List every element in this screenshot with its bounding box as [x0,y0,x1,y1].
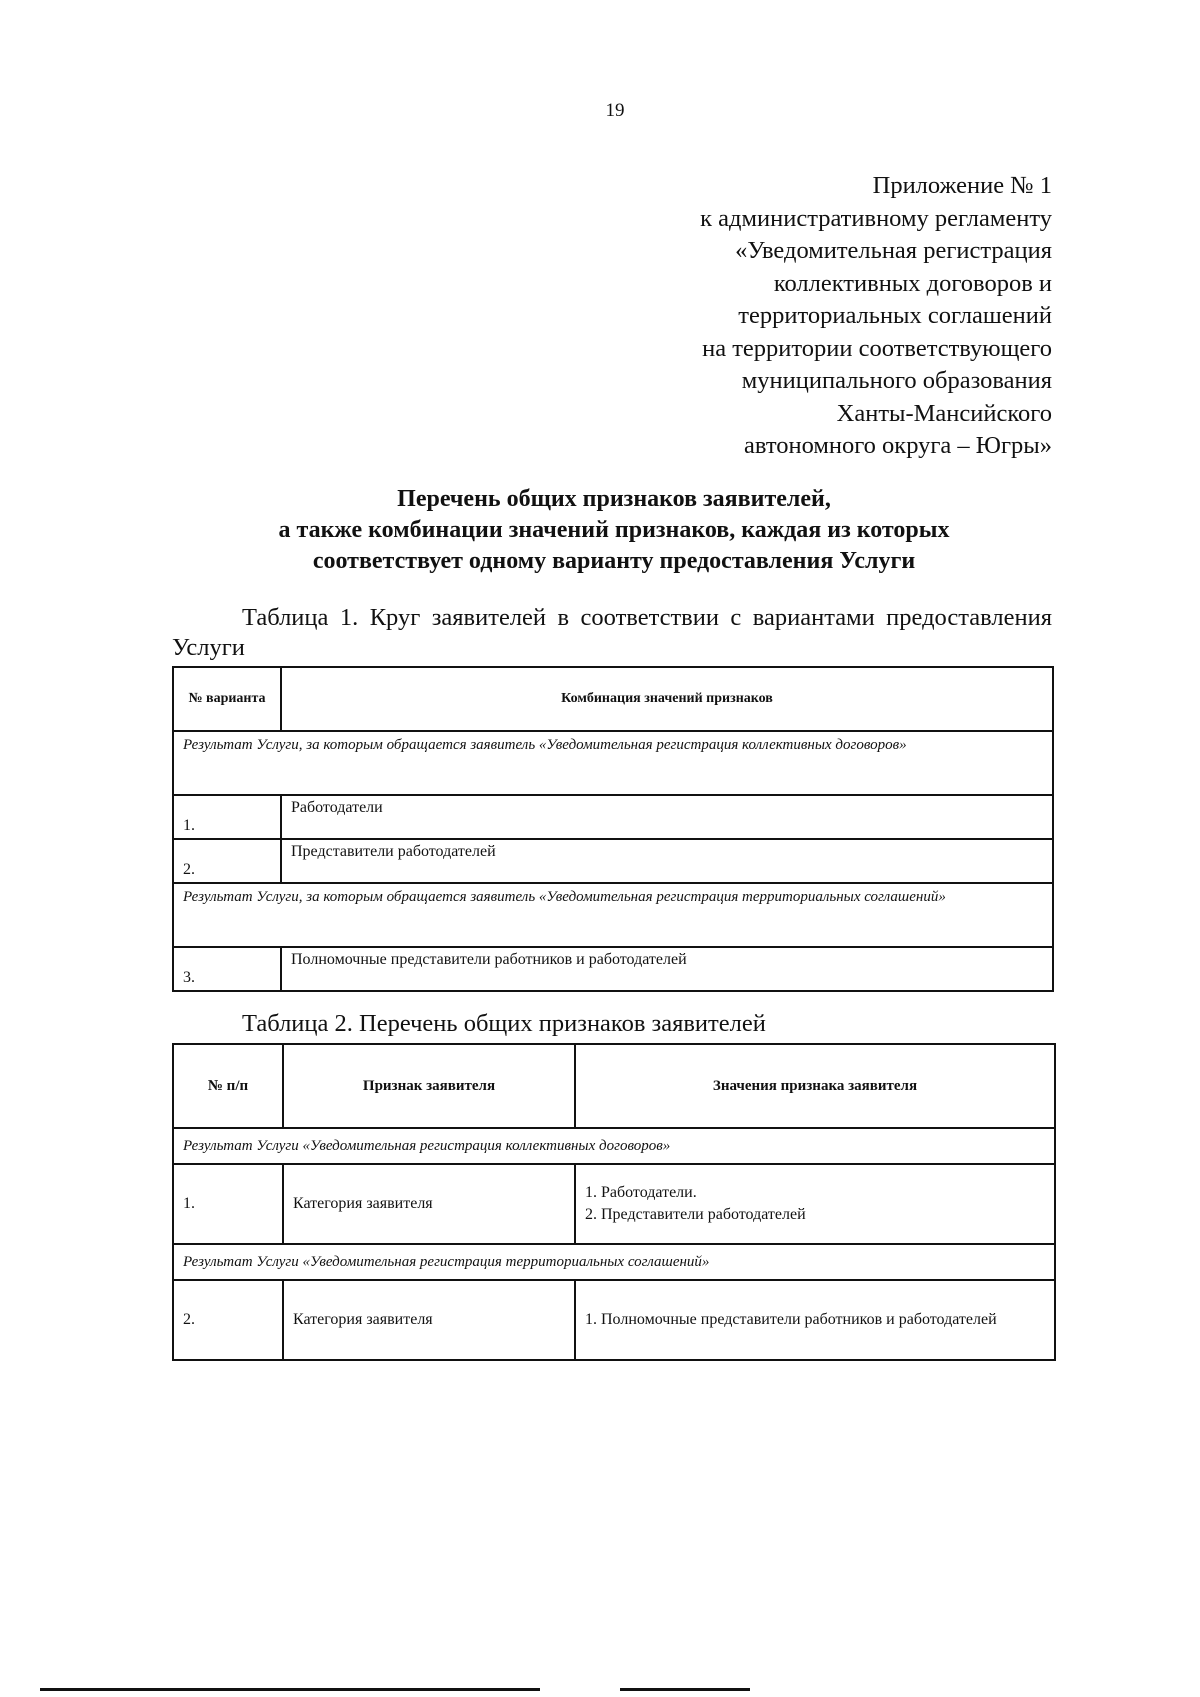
variant-value: Работодатели [281,795,1053,839]
bottom-rule [620,1688,750,1691]
table2-group-title: Результат Услуги «Уведомительная регистрация территориальных соглашений» [173,1244,1055,1280]
applicant-feature: Категория заявителя [283,1164,575,1244]
table1-group-row [173,731,1053,795]
table2-group-row [173,1244,1055,1280]
document-title [170,484,1058,577]
table-row [173,839,1053,883]
appendix-line: коллективных договоров и [773,269,1052,297]
appendix-header [492,170,1052,463]
table2 [172,1043,1056,1361]
table1-group-row [173,883,1053,947]
applicant-feature: Категория заявителя [283,1280,575,1360]
table1 [172,666,1054,992]
appendix-line: Приложение № 1 [872,172,1052,199]
table-row [173,795,1053,839]
row-number: 2. [173,1280,283,1360]
feature-values [575,1164,1055,1244]
table2-header-row [173,1044,1055,1128]
variant-value: Представители работодателей [281,839,1053,883]
feature-value: 1. Полномочные представители работников и работодателей [585,1311,997,1328]
table2-header-feature: Признак заявителя [283,1044,575,1128]
feature-value: 2. Представители работодателей [585,1206,806,1223]
variant-number: 1. [173,795,281,839]
bottom-rule [40,1688,540,1691]
page-number: 19 [605,100,625,121]
feature-value: 1. Работодатели. [585,1184,697,1201]
table2-caption: Таблица 2. Перечень общих признаков заявителей [242,1010,766,1037]
table1-caption: Таблица 1. Круг заявителей в соответствии с вариантами предоставления Услуги [172,604,1052,661]
table-row [173,947,1053,991]
table1-header-num: № варианта [173,667,281,731]
title-line: а также комбинации значений признаков, каждая из которых [278,517,950,543]
appendix-line: «Уведомительная регистрация [735,237,1052,264]
row-number: 1. [173,1164,283,1244]
table-row [173,1164,1055,1244]
appendix-line: Ханты-Мансийского [836,399,1052,427]
appendix-line: автономного округа – Югры» [744,432,1052,459]
table2-group-title: Результат Услуги «Уведомительная регистрация коллективных договоров» [173,1128,1055,1164]
variant-number: 3. [173,947,281,991]
variant-value: Полномочные представители работников и работодателей [281,947,1053,991]
table1-group-title: Результат Услуги, за которым обращается заявитель «Уведомительная регистрация коллективных договоров» [173,731,1053,795]
table1-header-combination: Комбинация значений признаков [281,667,1053,731]
variant-number: 2. [173,839,281,883]
table1-header-row [173,667,1053,731]
table1-group-title: Результат Услуги, за которым обращается заявитель «Уведомительная регистрация территориальных соглашений» [173,883,1053,947]
table-row [173,1280,1055,1360]
title-line: Перечень общих признаков заявителей, [397,486,831,512]
appendix-line: на территории соответствующего [702,334,1052,362]
table2-header-values: Значения признака заявителя [575,1044,1055,1128]
table2-header-num: № п/п [173,1044,283,1128]
feature-values [575,1280,1055,1360]
table2-group-row [173,1128,1055,1164]
appendix-line: к административному регламенту [700,204,1052,232]
title-line: соответствует одному варианту предоставления Услуги [312,548,916,574]
appendix-line: муниципального образования [741,367,1052,394]
appendix-line: территориальных соглашений [738,302,1052,329]
